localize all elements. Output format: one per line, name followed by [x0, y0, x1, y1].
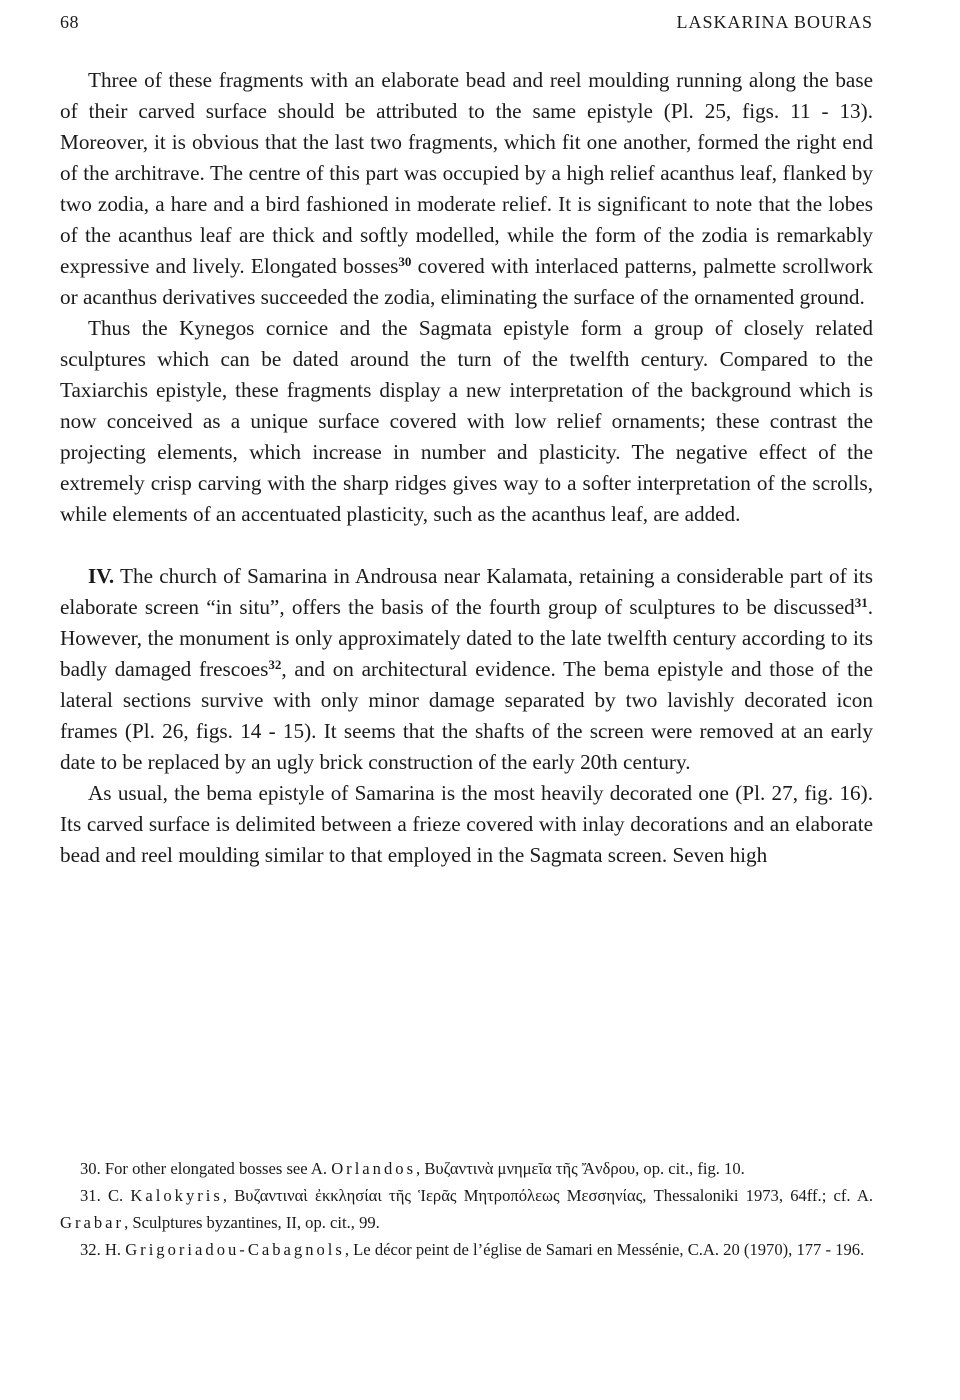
paragraph-2-text: Thus the Kynegos cornice and the Sagmata epistyle form a group of closely related sculptures which can be dated around the turn of the twelfth century. Compared to the Taxiarchis epistyle, these fragments display a new interpretation of the background which is now conceived as a unique surface covered with low relief ornaments; these contrast the projecting elements, which increase in number and plasticity. The negative effect of the extremely crisp carving with the sharp ridges gives way to a softer interpretation of the scrolls, while elements of an accentuated plasticity, such as the acanthus leaf, are added. [60, 316, 873, 526]
footnote-ref-31: 31 [854, 595, 868, 610]
paragraph-3-text-b: . However, the monument is only approximately dated to the late twelfth century according to its badly damaged frescoes [60, 595, 873, 681]
footnote-30-number: 30. [80, 1159, 101, 1178]
footnote-31-author: Kalokyris [130, 1186, 223, 1205]
footnote-31-author-2: Grabar [60, 1213, 125, 1232]
footnote-ref-32: 32 [268, 657, 282, 672]
footnote-30-author: Orlandos [331, 1159, 417, 1178]
footnote-31-citation-2: , Sculptures byzantines, II, op. cit., 99. [124, 1213, 380, 1232]
footnote-32-citation: , Le décor peint de l’église de Samari en Messénie, C.A. 20 (1970), 177 - 196. [344, 1240, 865, 1259]
footnote-31 [60, 1182, 873, 1236]
paragraph-3-text-a: The church of Samarina in Androusa near Kalamata, retaining a considerable part of its elaborate screen “in situ”, offers the basis of the fourth group of sculptures to be discussed [60, 564, 873, 619]
section-number: IV. [88, 564, 115, 588]
paragraph-2 [60, 313, 873, 530]
footnotes [60, 1155, 873, 1263]
running-head [60, 12, 873, 36]
footnote-32-text: H. [100, 1240, 126, 1259]
footnote-30-citation: , Βυζαντινὰ μνημεῖα τῆς Ἄνδρου, op. cit., fig. 10. [416, 1159, 745, 1178]
document-page [60, 0, 873, 1400]
footnote-ref-30: 30 [398, 254, 412, 269]
paragraph-1-text-end: covered with interlaced patterns, palmette scrollwork or acanthus derivatives succeeded the zodia, eliminating the surface of the ornamented ground. [60, 254, 873, 309]
footnote-30-text: For other elongated bosses see A. [100, 1159, 332, 1178]
paragraph-4-text: As usual, the bema epistyle of Samarina is the most heavily decorated one (Pl. 27, fig. 16). Its carved surface is delimited between a frieze covered with inlay decorations and an elaborate bead and reel moulding similar to that employed in the Sagmata screen. Seven high [60, 781, 873, 867]
running-head-author: LASKARINA BOURAS [676, 12, 873, 32]
paragraph-4 [60, 778, 873, 871]
footnote-31-citation: , Βυζαντιναὶ ἐκκλησίαι τῆς Ἱερᾶς Μητροπόλεως Μεσσηνίας, Thessaloniki 1973, 64ff.; cf. A. [222, 1186, 873, 1205]
footnote-32-author: Grigoriadou-Cabagnols [125, 1240, 345, 1259]
body-text [60, 65, 873, 871]
footnote-30 [60, 1155, 873, 1182]
footnote-31-text: C. [100, 1186, 131, 1205]
paragraph-1 [60, 65, 873, 313]
paragraph-1-text: Three of these fragments with an elaborate bead and reel moulding running along the base of their carved surface should be attributed to the same epistyle (Pl. 25, figs. 11 - 13). Moreover, it is obvious that the last two fragments, which fit one another, formed the right end of the architrave. The centre of this part was occupied by a high relief acanthus leaf, flanked by two zodia, a hare and a bird fashioned in moderate relief. It is significant to note that the lobes of the acanthus leaf are thick and softly modelled, while the form of the zodia is remarkably expressive and lively. Elongated bosses [60, 68, 873, 278]
page-number: 68 [60, 12, 79, 32]
footnote-32-number: 32. [80, 1240, 101, 1259]
paragraph-3-text-c: , and on architectural evidence. The bema epistyle and those of the lateral sections survive with only minor damage separated by two lavishly decorated icon frames (Pl. 26, figs. 14 - 15). It seems that the shafts of the screen were removed at an early date to be replaced by an ugly brick construction of the early 20th century. [60, 657, 873, 774]
footnote-31-number: 31. [80, 1186, 101, 1205]
paragraph-3 [60, 561, 873, 778]
footnote-32 [60, 1236, 873, 1263]
